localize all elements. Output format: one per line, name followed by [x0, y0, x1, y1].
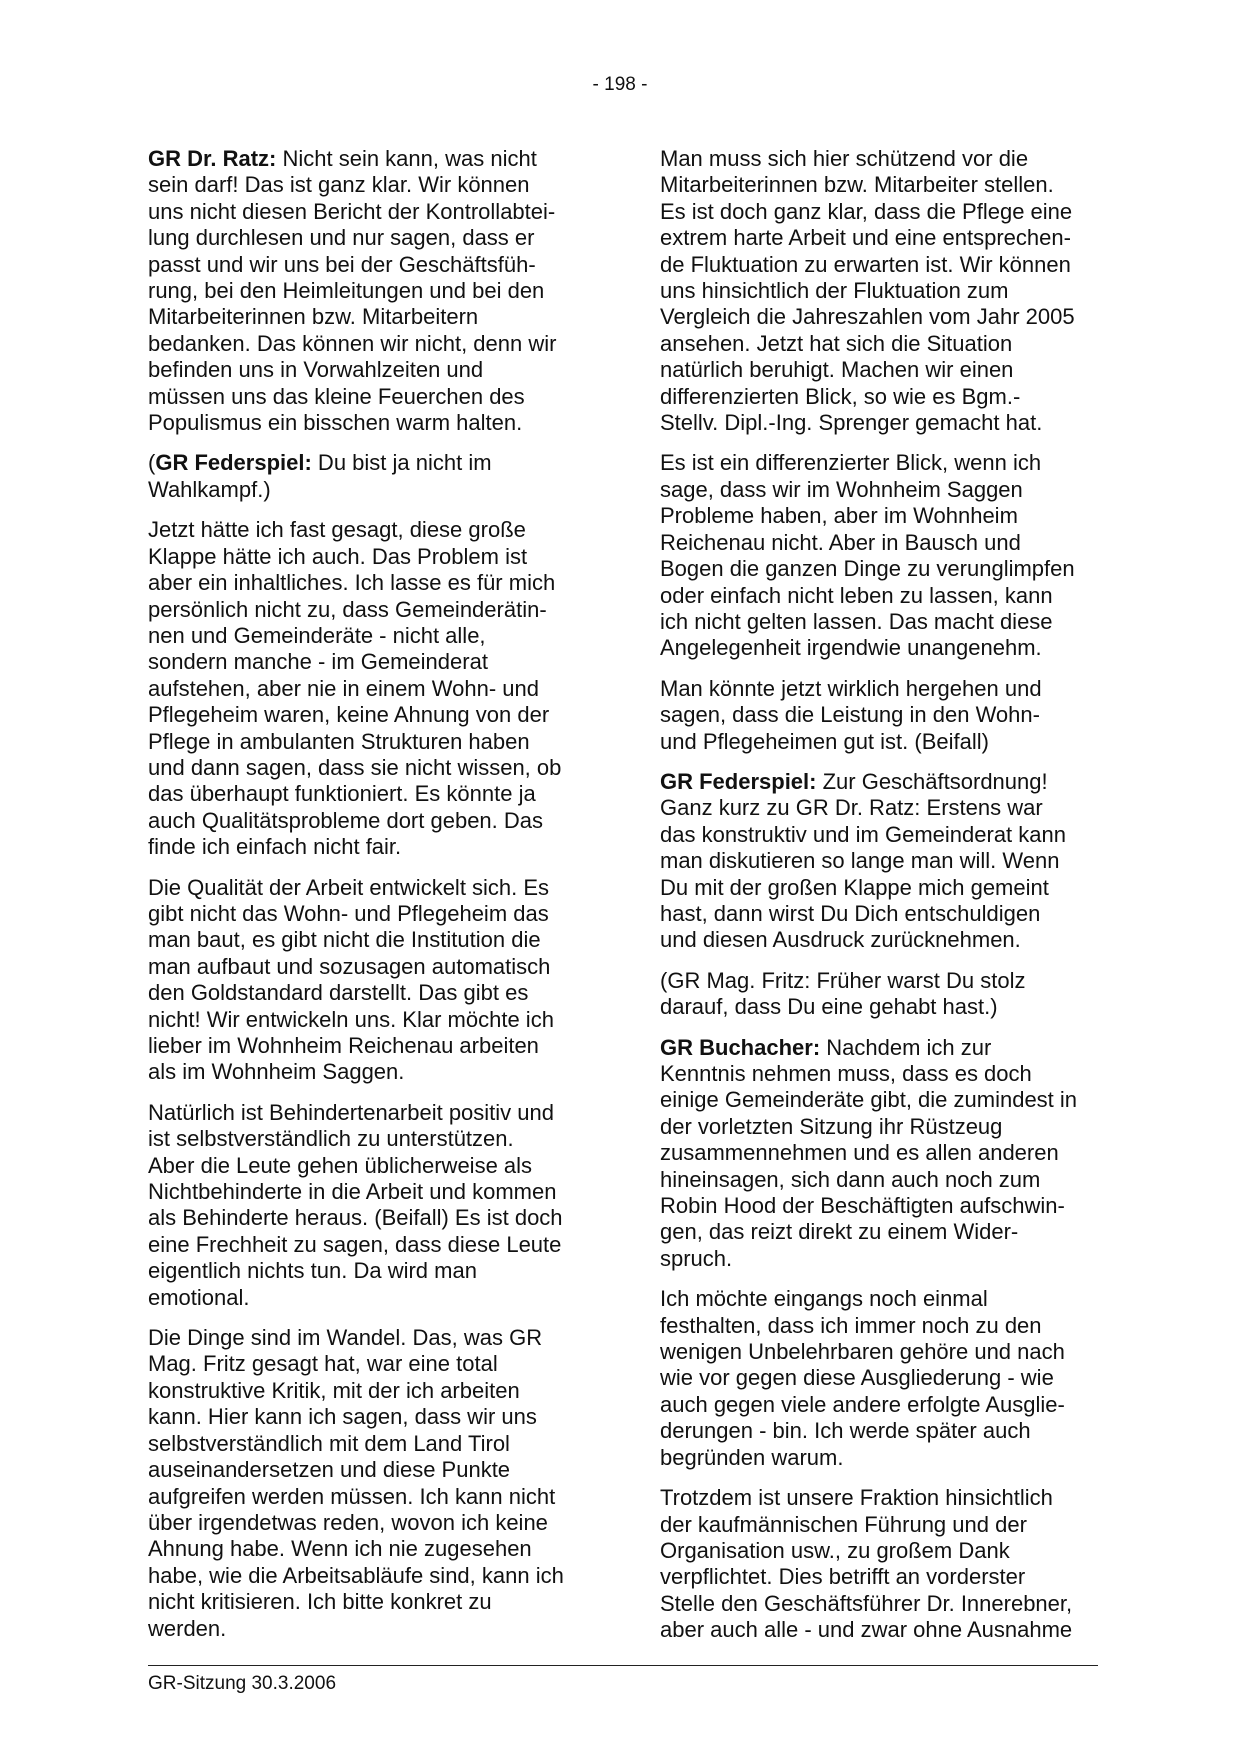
paragraph: Man muss sich hier schützend vor die Mitarbeiterinnen bzw. Mitarbeiter stellen. Es ist doch ganz klar, dass die Pflege eine extrem harte Arbeit und eine entsprechen- de Fluktuation zu erwarten ist. Wir können uns hinsichtlich der Fluktuation zum Vergleich die Jahreszahlen vom Jahr 2005 ansehen. Jetzt hat sich die Situation natürlich beruhigt. Machen wir einen differenzierten Blick, so wie es Bgm.- Stellv. Dipl.-Ing. Sprenger gemacht hat. [660, 146, 1075, 436]
footer-divider [148, 1665, 1098, 1666]
paragraph [148, 450, 588, 503]
paragraph-text: Du bist ja nicht im Wahlkampf.) [148, 450, 492, 502]
speaker-name: GR Federspiel: [660, 768, 817, 794]
paragraph: (GR Mag. Fritz: Früher warst Du stolz darauf, dass Du eine gehabt hast.) [660, 967, 1026, 1020]
paragraph: Jetzt hätte ich fast gesagt, diese große Klappe hätte ich auch. Das Problem ist aber ein inhaltliches. Ich lasse es für mich persönlich nicht zu, dass Gemeinderätin- nen und Gemeinderäte - nicht alle, sondern manche - im Gemeinderat aufstehen, aber nie in einem Wohn- und Pflegeheim waren, keine Ahnung von der Pflege in ambulanten Strukturen haben und dann sagen, dass sie nicht wissen, ob das überhaupt funktioniert. Es könnte ja auch Qualitätsprobleme dort geben. Das finde ich einfach nicht fair. [148, 517, 562, 860]
paragraph-prefix: ( [148, 450, 156, 476]
speaker-name: GR Dr. Ratz: [148, 146, 277, 171]
footer-session-date: GR-Sitzung 30.3.2006 [148, 1673, 337, 1694]
paragraph-text: Nachdem ich zur Kenntnis nehmen muss, dass es doch einige Gemeinderäte gibt, die zumindest in der vorletzten Sitzung ihr Rüstzeug zusammennehmen und es allen anderen hineinsagen, sich dann auch noch zum Robin Hood der Beschäftigten aufschwin- gen, das reizt direkt zu einem Wider- spruch. [660, 1034, 1078, 1271]
paragraph [660, 1035, 1100, 1273]
speaker-name: GR Federspiel: [155, 450, 312, 476]
paragraph [660, 769, 1100, 954]
speaker-name: GR Buchacher: [660, 1034, 821, 1060]
right-column [660, 146, 1100, 1658]
paragraph: Die Dinge sind im Wandel. Das, was GR Mag. Fritz gesagt hat, war eine total konstruktive Kritik, mit der ich arbeiten kann. Hier kann ich sagen, dass wir uns selbstverständlich mit dem Land Tirol auseinandersetzen und diese Punkte aufgreifen werden müssen. Ich kann nicht über irgendetwas reden, wovon ich keine Ahnung habe. Wenn ich nie zugesehen habe, wie die Arbeitsabläufe sind, kann ich nicht kritisieren. Ich bitte konkret zu werden. [148, 1325, 564, 1641]
page-number: - 198 - [592, 74, 648, 95]
paragraph: Man könnte jetzt wirklich hergehen und sagen, dass die Leistung in den Wohn- und Pflegeheimen gut ist. (Beifall) [660, 675, 1042, 754]
paragraph: Es ist ein differenzierter Blick, wenn ich sage, dass wir im Wohnheim Saggen Probleme haben, aber im Wohnheim Reichenau nicht. Aber in Bausch und Bogen die ganzen Dinge zu verunglimpfen oder einfach nicht leben zu lassen, kann ich nicht gelten lassen. Das macht diese Angelegenheit irgendwie unangenehm. [660, 450, 1075, 661]
paragraph [148, 146, 588, 436]
paragraph: Ich möchte eingangs noch einmal festhalten, dass ich immer noch zu den wenigen Unbelehrbaren gehöre und nach wie vor gegen diese Ausgliederung - wie auch gegen viele andere erfolgte Ausglie- derungen - bin. Ich werde später auch begründen warum. [660, 1286, 1065, 1470]
paragraph-text: Zur Geschäftsordnung! Ganz kurz zu GR Dr. Ratz: Erstens war das konstruktiv und im Gemeinderat kann man diskutieren so lange man will. Wenn Du mit der großen Klappe mich gemeint hast, dann wirst Du Dich entschuldigen und diesen Ausdruck zurücknehmen. [660, 768, 1066, 953]
paragraph: Trotzdem ist unsere Fraktion hinsichtlich der kaufmännischen Führung und der Organisation usw., zu großem Dank verpflichtet. Dies betrifft an vorderster Stelle den Geschäftsführer Dr. Innerebner, aber auch alle - und zwar ohne Ausnahme [660, 1485, 1073, 1643]
paragraph: Die Qualität der Arbeit entwickelt sich. Es gibt nicht das Wohn- und Pflegeheim das man baut, es gibt nicht die Institution die man aufbaut und sozusagen automatisch den Goldstandard darstellt. Das gibt es nicht! Wir entwickeln uns. Klar möchte ich lieber im Wohnheim Reichenau arbeiten als im Wohnheim Saggen. [148, 874, 554, 1085]
paragraph-text: Nicht sein kann, was nicht sein darf! Das ist ganz klar. Wir können uns nicht diesen Bericht der Kontrollabtei- lung durchlesen und nur sagen, dass er passt und wir uns bei der Geschäftsfüh- rung, bei den Heimleitungen und bei den Mitarbeiterinnen bzw. Mitarbeitern bedanken. Das können wir nicht, denn wir befinden uns in Vorwahlzeiten und müssen uns das kleine Feuerchen des Populismus ein bisschen warm halten. [148, 146, 557, 436]
paragraph: Natürlich ist Behindertenarbeit positiv und ist selbstverständlich zu unterstützen. Aber die Leute gehen üblicherweise als Nichtbehinderte in die Arbeit und kommen als Behinderte heraus. (Beifall) Es ist doch eine Frechheit zu sagen, dass diese Leute eigentlich nichts tun. Da wird man emotional. [148, 1099, 563, 1310]
left-column [148, 146, 588, 1656]
